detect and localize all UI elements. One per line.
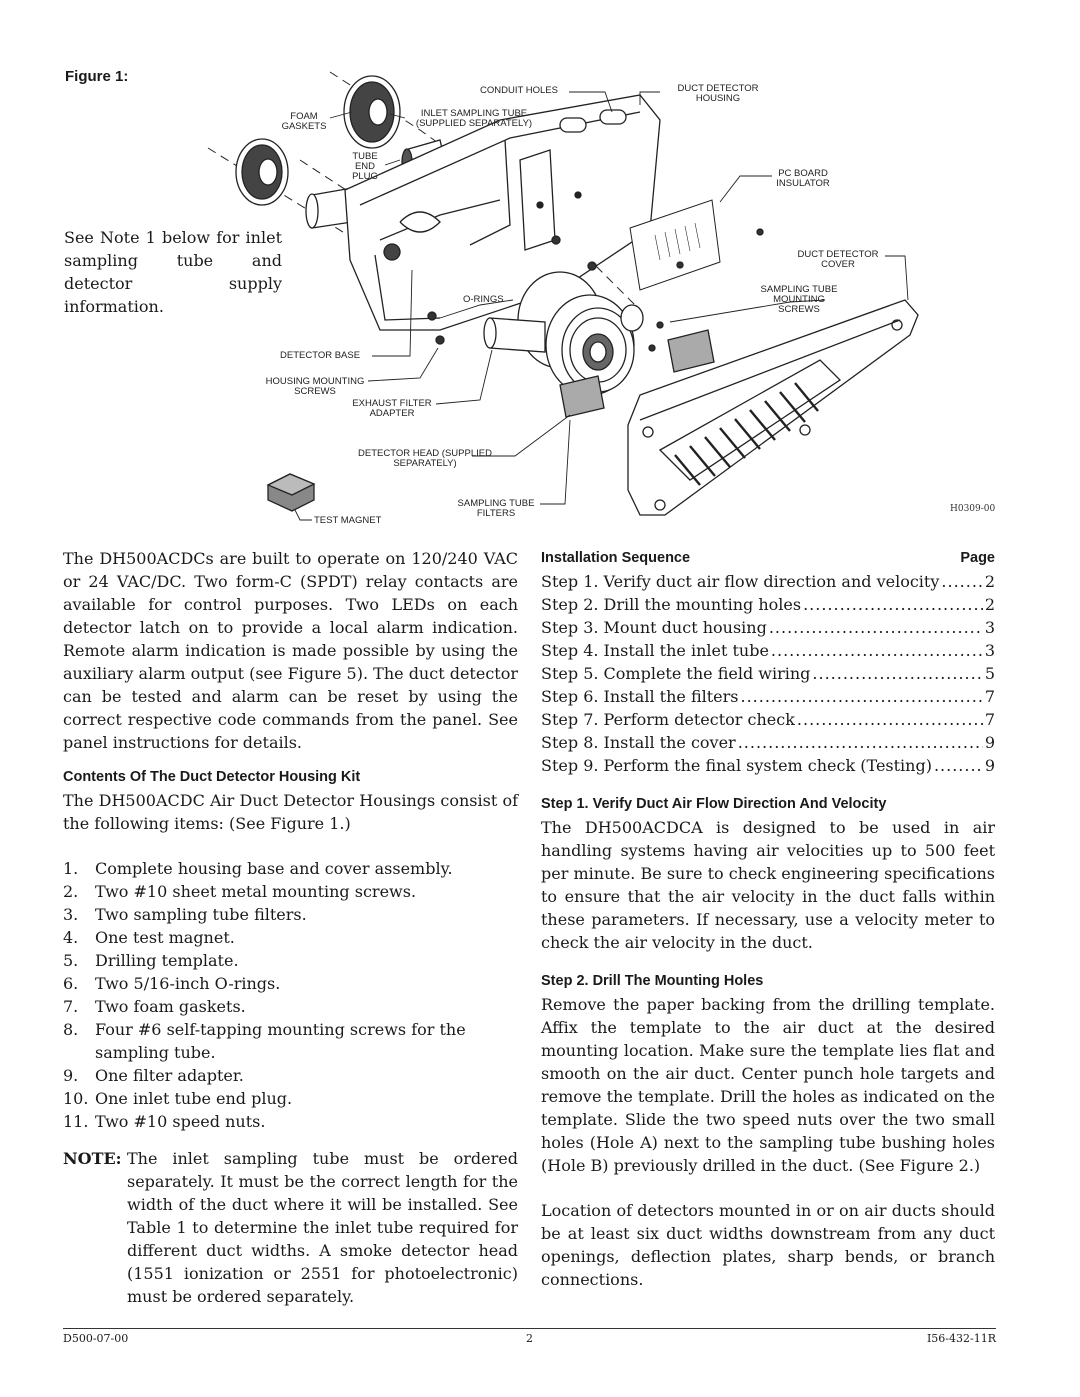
contents-list xyxy=(63,857,518,1133)
footer-doc-number: D500-07-00 xyxy=(63,1332,129,1345)
callout-sampling-tube-mounting-screws: SAMPLING TUBE MOUNTING SCREWS xyxy=(760,284,838,315)
callout-housing-mounting-screws: HOUSING MOUNTING SCREWS xyxy=(265,376,365,397)
figure-note: See Note 1 below for inlet sampling tube and detector supply information. xyxy=(64,228,282,316)
exhaust-tube-icon xyxy=(484,318,545,352)
left-column xyxy=(63,547,518,1308)
step1-heading: Step 1. Verify Duct Air Flow Direction And Velocity xyxy=(541,796,887,812)
right-column xyxy=(541,547,995,1291)
callout-o-rings: O-RINGS xyxy=(463,294,504,305)
page-footer xyxy=(63,1328,996,1345)
note-block xyxy=(63,1147,518,1308)
list-item: 9. One filter adapter. xyxy=(63,1066,244,1085)
list-item: 5. Drilling template. xyxy=(63,951,239,970)
toc-row: Step 9. Perform the final system check (Testing) ..... 9 xyxy=(541,754,995,777)
list-item: 10. One inlet tube end plug. xyxy=(63,1089,293,1108)
foam-gasket-icon xyxy=(344,76,400,148)
figure-code: H0309-00 xyxy=(950,504,996,514)
test-magnet-icon xyxy=(268,474,314,511)
callout-conduit-holes: CONDUIT HOLES xyxy=(480,85,558,96)
callout-inlet-sampling-tube: INLET SAMPLING TUBE (SUPPLIED SEPARATELY) xyxy=(415,108,533,129)
callout-exhaust-filter-adapter: EXHAUST FILTER ADAPTER xyxy=(352,398,432,419)
toc-heading: Installation Sequence xyxy=(541,550,691,566)
filter-adapter-icon xyxy=(621,305,643,331)
toc-row: Step 3. Mount duct housing ..... 3 xyxy=(541,616,995,639)
figure-title: Figure 1: xyxy=(65,68,129,85)
exploded-assembly-diagram xyxy=(0,0,1080,540)
step2-heading: Step 2. Drill The Mounting Holes xyxy=(541,973,764,989)
callout-duct-detector-housing: DUCT DETECTOR HOUSING xyxy=(677,83,759,104)
page-number: 2 xyxy=(526,1332,533,1345)
footer-part-number: I56-432-11R xyxy=(926,1332,996,1345)
toc-row: Step 6. Install the filters ..... 7 xyxy=(541,685,995,708)
callout-test-magnet: TEST MAGNET xyxy=(314,515,382,526)
intro-paragraph: The DH500ACDCs are built to operate on 120/240 VAC or 24 VAC/DC. Two form-C (SPDT) relay contacts are available for control purposes. Two LEDs on each detector latch on to provide a local alarm indication. Remote alarm indication is made possible by using the auxiliary alarm output (see Figure 5). The duct detector can be tested and alarm can be reset by using the correct respective code commands from the panel. See panel instructions for details. xyxy=(63,549,518,752)
toc-row: Step 5. Complete the field wiring ..... 5 xyxy=(541,662,995,685)
note-label: NOTE: xyxy=(63,1149,122,1168)
callout-sampling-tube-filters: SAMPLING TUBE FILTERS xyxy=(457,498,535,519)
location-paragraph: Location of detectors mounted in or on air ducts should be at least six duct widths downstream from any duct openings, deflection plates, sharp bends, or branch connections. xyxy=(541,1201,995,1289)
duct-detector-cover-icon xyxy=(628,300,918,515)
callout-pc-board-insulator: PC BOARD INSULATOR xyxy=(776,168,830,189)
callout-detector-base: DETECTOR BASE xyxy=(280,350,361,361)
toc-row: Step 4. Install the inlet tube ..... 3 xyxy=(541,639,995,662)
list-item: 11. Two #10 speed nuts. xyxy=(63,1112,266,1131)
list-item: 1. Complete housing base and cover assembly. xyxy=(63,859,453,878)
callout-foam-gaskets: FOAM GASKETS xyxy=(281,111,327,132)
list-item: 6. Two 5/16-inch O-rings. xyxy=(63,974,281,993)
list-item: 2. Two #10 sheet metal mounting screws. xyxy=(63,882,417,901)
step2-paragraph: Remove the paper backing from the drilling template. Affix the template to the air duct at the desired mounting location. Make sure the template lies flat and smooth on the air duct. Center punch hole targets and remove the template. Drill the holes as indicated on the template. Slide the two speed nuts over the two small holes (Hole A) next to the sampling tube bushing holes (Hole B) previously drilled in the duct. (See Figure 2.) xyxy=(541,995,995,1175)
foam-gasket-icon xyxy=(236,139,288,205)
toc-row: Step 7. Perform detector check ..... 7 xyxy=(541,708,995,731)
toc-header xyxy=(541,547,995,570)
callout-detector-head: DETECTOR HEAD (SUPPLIED SEPARATELY) xyxy=(358,448,492,469)
contents-intro: The DH500ACDC Air Duct Detector Housings consist of the following items: (See Figure 1.) xyxy=(63,791,518,833)
contents-heading: Contents Of The Duct Detector Housing Kit xyxy=(63,769,361,785)
list-item: 8. Four #6 self-tapping mounting screws for the sampling tube. xyxy=(63,1020,466,1062)
callout-tube-end-plug: TUBE END PLUG xyxy=(352,151,378,182)
list-item: 3. Two sampling tube filters. xyxy=(63,905,307,924)
toc-row: Step 8. Install the cover ..... 9 xyxy=(541,731,995,754)
toc-row: Step 2. Drill the mounting holes ..... 2 xyxy=(541,593,995,616)
toc-page-heading: Page xyxy=(960,550,995,566)
step1-paragraph: The DH500ACDCA is designed to be used in air handling systems having air velocities up to 500 feet per minute. Be sure to check engineering specifications to ensure that the air velocity in the duct falls within these parameters. If necessary, use a velocity meter to check the air velocity in the duct. xyxy=(541,818,995,952)
callout-duct-detector-cover: DUCT DETECTOR COVER xyxy=(797,249,879,270)
toc-row: Step 1. Verify duct air flow direction and velocity ..... 2 xyxy=(541,570,995,593)
note-text: The inlet sampling tube must be ordered separately. It must be the correct length for the width of the duct where it will be installed. See Table 1 to determine the inlet tube required for different duct widths. A smoke detector head (1551 ionization or 2551 for photoelectronic) must be ordered separately. xyxy=(127,1149,518,1306)
list-item: 4. One test magnet. xyxy=(63,928,235,947)
list-item: 7. Two foam gaskets. xyxy=(63,997,246,1016)
